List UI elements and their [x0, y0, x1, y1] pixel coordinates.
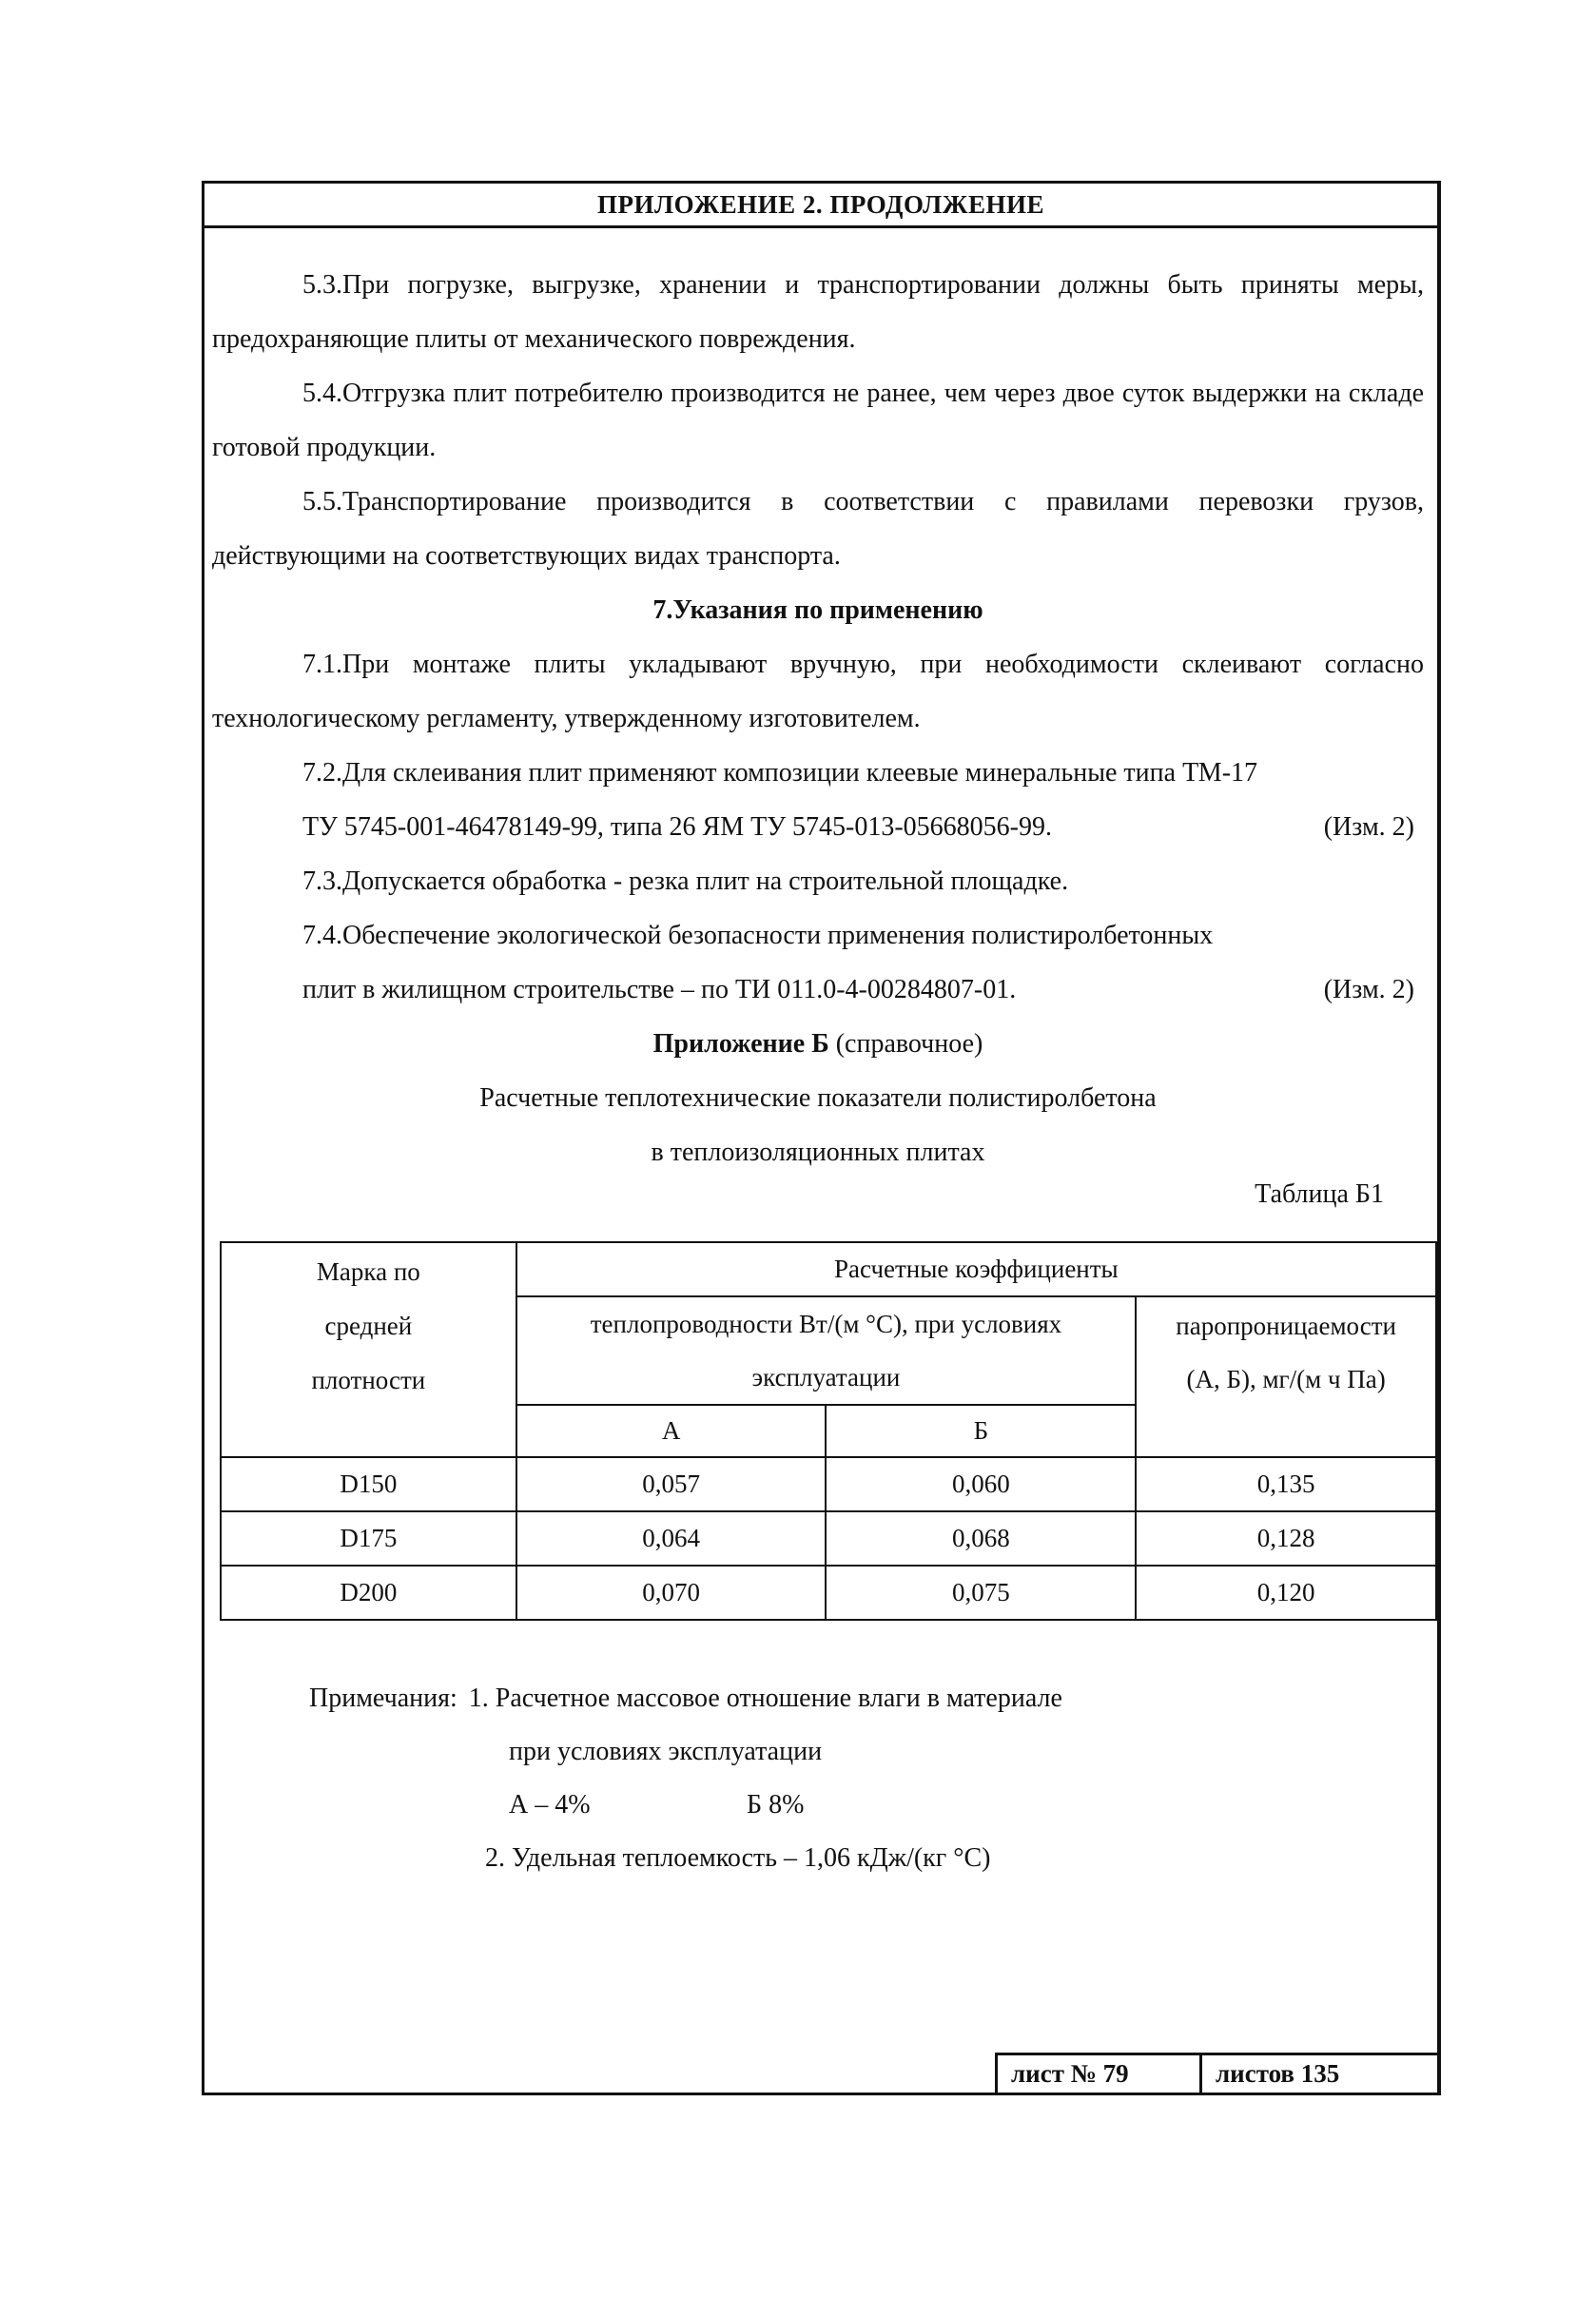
header-conductivity-line1: теплопроводности Вт/(м °С), при условиях	[590, 1310, 1062, 1338]
header-conductivity-line2: эксплуатации	[751, 1363, 901, 1392]
appendix-title	[212, 1017, 1424, 1071]
header-vapor	[1136, 1296, 1436, 1457]
cell-mark: D200	[221, 1566, 516, 1620]
paragraph-7-2-text: ТУ 5745-001-46478149-99, типа 26 ЯМ ТУ 5745-013-05668056-99.	[302, 812, 1053, 842]
paragraph-5-3: 5.3.При погрузке, выгрузке, хранении и транспортировании должны быть приняты меры, предохраняющие плиты от механического повреждения.	[212, 270, 1424, 354]
header-conductivity	[516, 1296, 1137, 1405]
paragraph-7-4-line2	[212, 963, 1424, 1017]
thermal-table	[220, 1241, 1437, 1621]
header-mark-line3: плотности	[311, 1366, 426, 1394]
section-7-heading: 7.Указания по применению	[652, 595, 983, 625]
cell-b: 0,060	[826, 1457, 1136, 1511]
body-text	[212, 258, 1424, 1179]
cell-b: 0,068	[826, 1511, 1136, 1566]
header-mark-line2: средней	[324, 1312, 413, 1340]
paragraph-7-4-line1: 7.4.Обеспечение экологической безопасности применения полистиролбетонных	[302, 921, 1214, 950]
header-mark	[221, 1242, 516, 1457]
page-header: ПРИЛОЖЕНИЕ 2. ПРОДОЛЖЕНИЕ	[204, 184, 1437, 228]
header-coefficients: Расчетные коэффициенты	[516, 1242, 1436, 1296]
cell-vapor: 0,120	[1136, 1566, 1436, 1620]
note-1-value-a: А – 4%	[509, 1790, 591, 1820]
appendix-title-bold: Приложение Б	[652, 1029, 829, 1059]
table-row	[221, 1511, 1436, 1566]
note-1-line2: при условиях эксплуатации	[509, 1737, 823, 1766]
note-2: 2. Удельная теплоемкость – 1,06 кДж/(кг °С)	[485, 1843, 991, 1873]
cell-a: 0,064	[516, 1511, 827, 1566]
table-row	[221, 1457, 1436, 1511]
paragraph-7-4-text: плит в жилищном строительстве – по ТИ 011.0-4-00284807-01.	[302, 975, 1017, 1004]
notes	[309, 1672, 1062, 1885]
note-1-line3	[309, 1779, 1062, 1832]
paragraph-5-4: 5.4.Отгрузка плит потребителю производится не ранее, чем через двое суток выдержки на складе готовой продукции.	[212, 379, 1424, 462]
paragraph-7-1: 7.1.При монтаже плиты укладывают вручную, при необходимости склеивают согласно технологическому регламенту, утвержденному изготовителем.	[212, 650, 1424, 733]
paragraph-7-2-change-mark: (Изм. 2)	[1323, 812, 1414, 842]
paragraph-7-3: 7.3.Допускается обработка - резка плит на строительной площадке.	[302, 866, 1069, 896]
note-1-line1: 1. Расчетное массовое отношение влаги в материале	[468, 1684, 1062, 1713]
header-vapor-line2: (А, Б), мг/(м ч Па)	[1186, 1365, 1386, 1393]
page-frame	[202, 181, 1441, 2095]
appendix-subtitle-2: в теплоизоляционных плитах	[651, 1138, 985, 1167]
cell-vapor: 0,135	[1136, 1457, 1436, 1511]
sheets-total: листов 135	[1199, 2053, 1437, 2093]
sheet-number: лист № 79	[995, 2053, 1199, 2093]
note-1	[309, 1672, 1062, 1725]
notes-label: Примечания:	[309, 1684, 457, 1713]
table-row	[221, 1566, 1436, 1620]
cell-a: 0,057	[516, 1457, 827, 1511]
note-1-value-b: Б 8%	[747, 1790, 805, 1820]
cell-mark: D175	[221, 1511, 516, 1566]
header-col-a: А	[516, 1405, 827, 1457]
paragraph-7-2-line2	[212, 800, 1424, 854]
header-col-b: Б	[826, 1405, 1136, 1457]
cell-vapor: 0,128	[1136, 1511, 1436, 1566]
cell-b: 0,075	[826, 1566, 1136, 1620]
header-vapor-line1: паропроницаемости	[1176, 1312, 1396, 1340]
header-mark-line1: Марка по	[316, 1257, 420, 1286]
cell-mark: D150	[221, 1457, 516, 1511]
paragraph-7-4-change-mark: (Изм. 2)	[1323, 975, 1414, 1004]
paragraph-7-2-line1: 7.2.Для склеивания плит применяют композиции клеевые минеральные типа ТМ-17	[302, 758, 1258, 788]
paragraph-5-5: 5.5.Транспортирование производится в соответствии с правилами перевозки грузов, действующими на соответствующих видах транспорта.	[212, 487, 1424, 571]
footer-stamp	[995, 2053, 1437, 2093]
table-label: Таблица Б1	[1255, 1179, 1384, 1209]
cell-a: 0,070	[516, 1566, 827, 1620]
appendix-title-rest: (справочное)	[828, 1029, 983, 1059]
appendix-subtitle-1: Расчетные теплотехнические показатели полистиролбетона	[479, 1083, 1157, 1113]
